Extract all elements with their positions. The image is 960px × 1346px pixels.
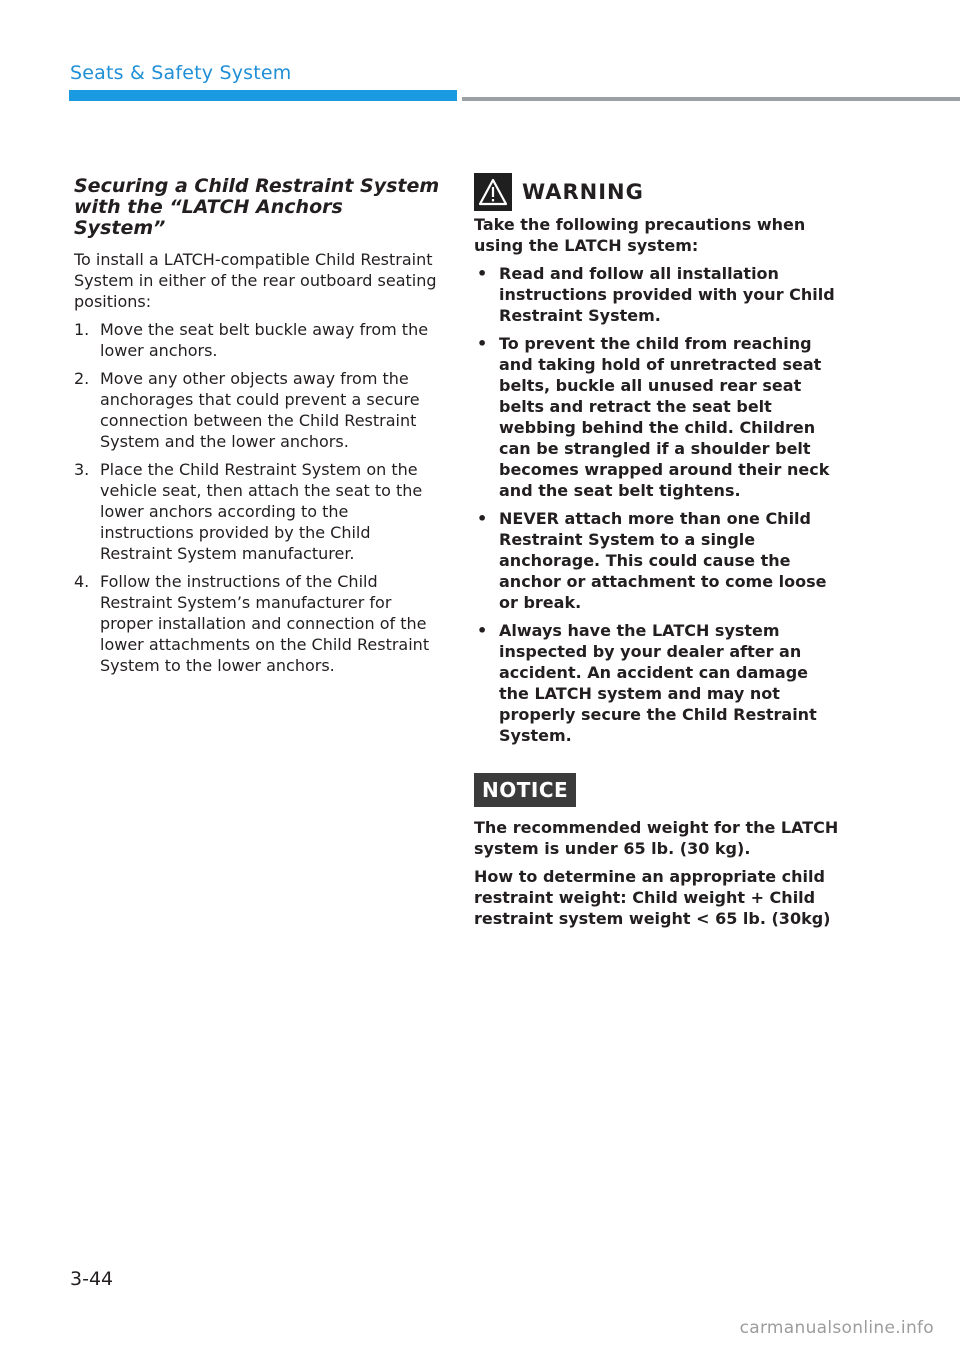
step-item	[74, 571, 440, 676]
step-text: Place the Child Restraint System on the vehicle seat, then attach the seat to the lower anchors according to the instructions provided by the Child Restraint System manufacturer.	[100, 460, 423, 563]
warning-list	[474, 263, 840, 746]
intro-paragraph: To install a LATCH-compatible Child Restraint System in either of the rear outboard seating positions:	[74, 250, 437, 311]
notice-paragraph: The recommended weight for the LATCH system is under 65 lb. (30 kg).	[474, 818, 839, 858]
bullet-icon: •	[477, 334, 488, 353]
step-number: 1.	[74, 320, 90, 339]
right-column	[474, 172, 840, 936]
instruction-steps	[74, 319, 440, 676]
warning-label: WARNING	[522, 180, 644, 204]
step-number: 2.	[74, 369, 90, 388]
bullet-icon: •	[477, 509, 488, 528]
warning-item-text: To prevent the child from reaching and taking hold of unretracted seat belts, buckle all unused rear seat belts and retract the seat belt webbing behind the child. Children can be strangled if a shoulder belt becomes wrapped around their neck and the seat belt tightens.	[499, 334, 830, 500]
warning-triangle-icon	[474, 173, 512, 211]
section-header-title: Seats & Safety System	[70, 62, 292, 84]
bullet-icon: •	[477, 621, 488, 640]
warning-item	[474, 333, 840, 501]
warning-item	[474, 508, 840, 613]
step-item	[74, 368, 440, 452]
step-text: Follow the instructions of the Child Restraint System’s manufacturer for proper installation and connection of the lower attachments on the Child Restraint System to the lower anchors.	[100, 572, 430, 675]
watermark: carmanualsonline.info	[739, 1318, 934, 1338]
step-text: Move any other objects away from the anchorages that could prevent a secure connection between the Child Restraint System and the lower anchors.	[100, 369, 420, 451]
warning-item-text: Read and follow all installation instructions provided with your Child Restraint System.	[499, 264, 835, 325]
step-item	[74, 459, 440, 564]
notice-label: NOTICE	[474, 773, 576, 807]
header-bar-divider	[462, 97, 960, 101]
warning-item	[474, 263, 840, 326]
warning-item	[474, 620, 840, 746]
left-column	[74, 176, 440, 683]
page-number: 3-44	[70, 1268, 114, 1290]
header-bar-accent	[69, 90, 457, 101]
section-heading: Securing a Child Restraint System with the “LATCH Anchors System”	[74, 175, 440, 239]
step-number: 4.	[74, 572, 90, 591]
warning-intro: Take the following precautions when using the LATCH system:	[474, 215, 806, 255]
warning-item-text: Always have the LATCH system inspected by your dealer after an accident. An accident can damage the LATCH system and may not properly secure the Child Restraint System.	[499, 621, 817, 745]
step-number: 3.	[74, 460, 90, 479]
warning-item-text: NEVER attach more than one Child Restraint System to a single anchorage. This could cause the anchor or attachment to come loose or break.	[499, 509, 827, 612]
notice-paragraph: How to determine an appropriate child restraint weight: Child weight + Child restraint system weight < 65 lb. (30kg)	[474, 867, 831, 928]
step-item	[74, 319, 440, 361]
bullet-icon: •	[477, 264, 488, 283]
warning-header	[474, 172, 840, 212]
step-text: Move the seat belt buckle away from the lower anchors.	[100, 320, 429, 360]
